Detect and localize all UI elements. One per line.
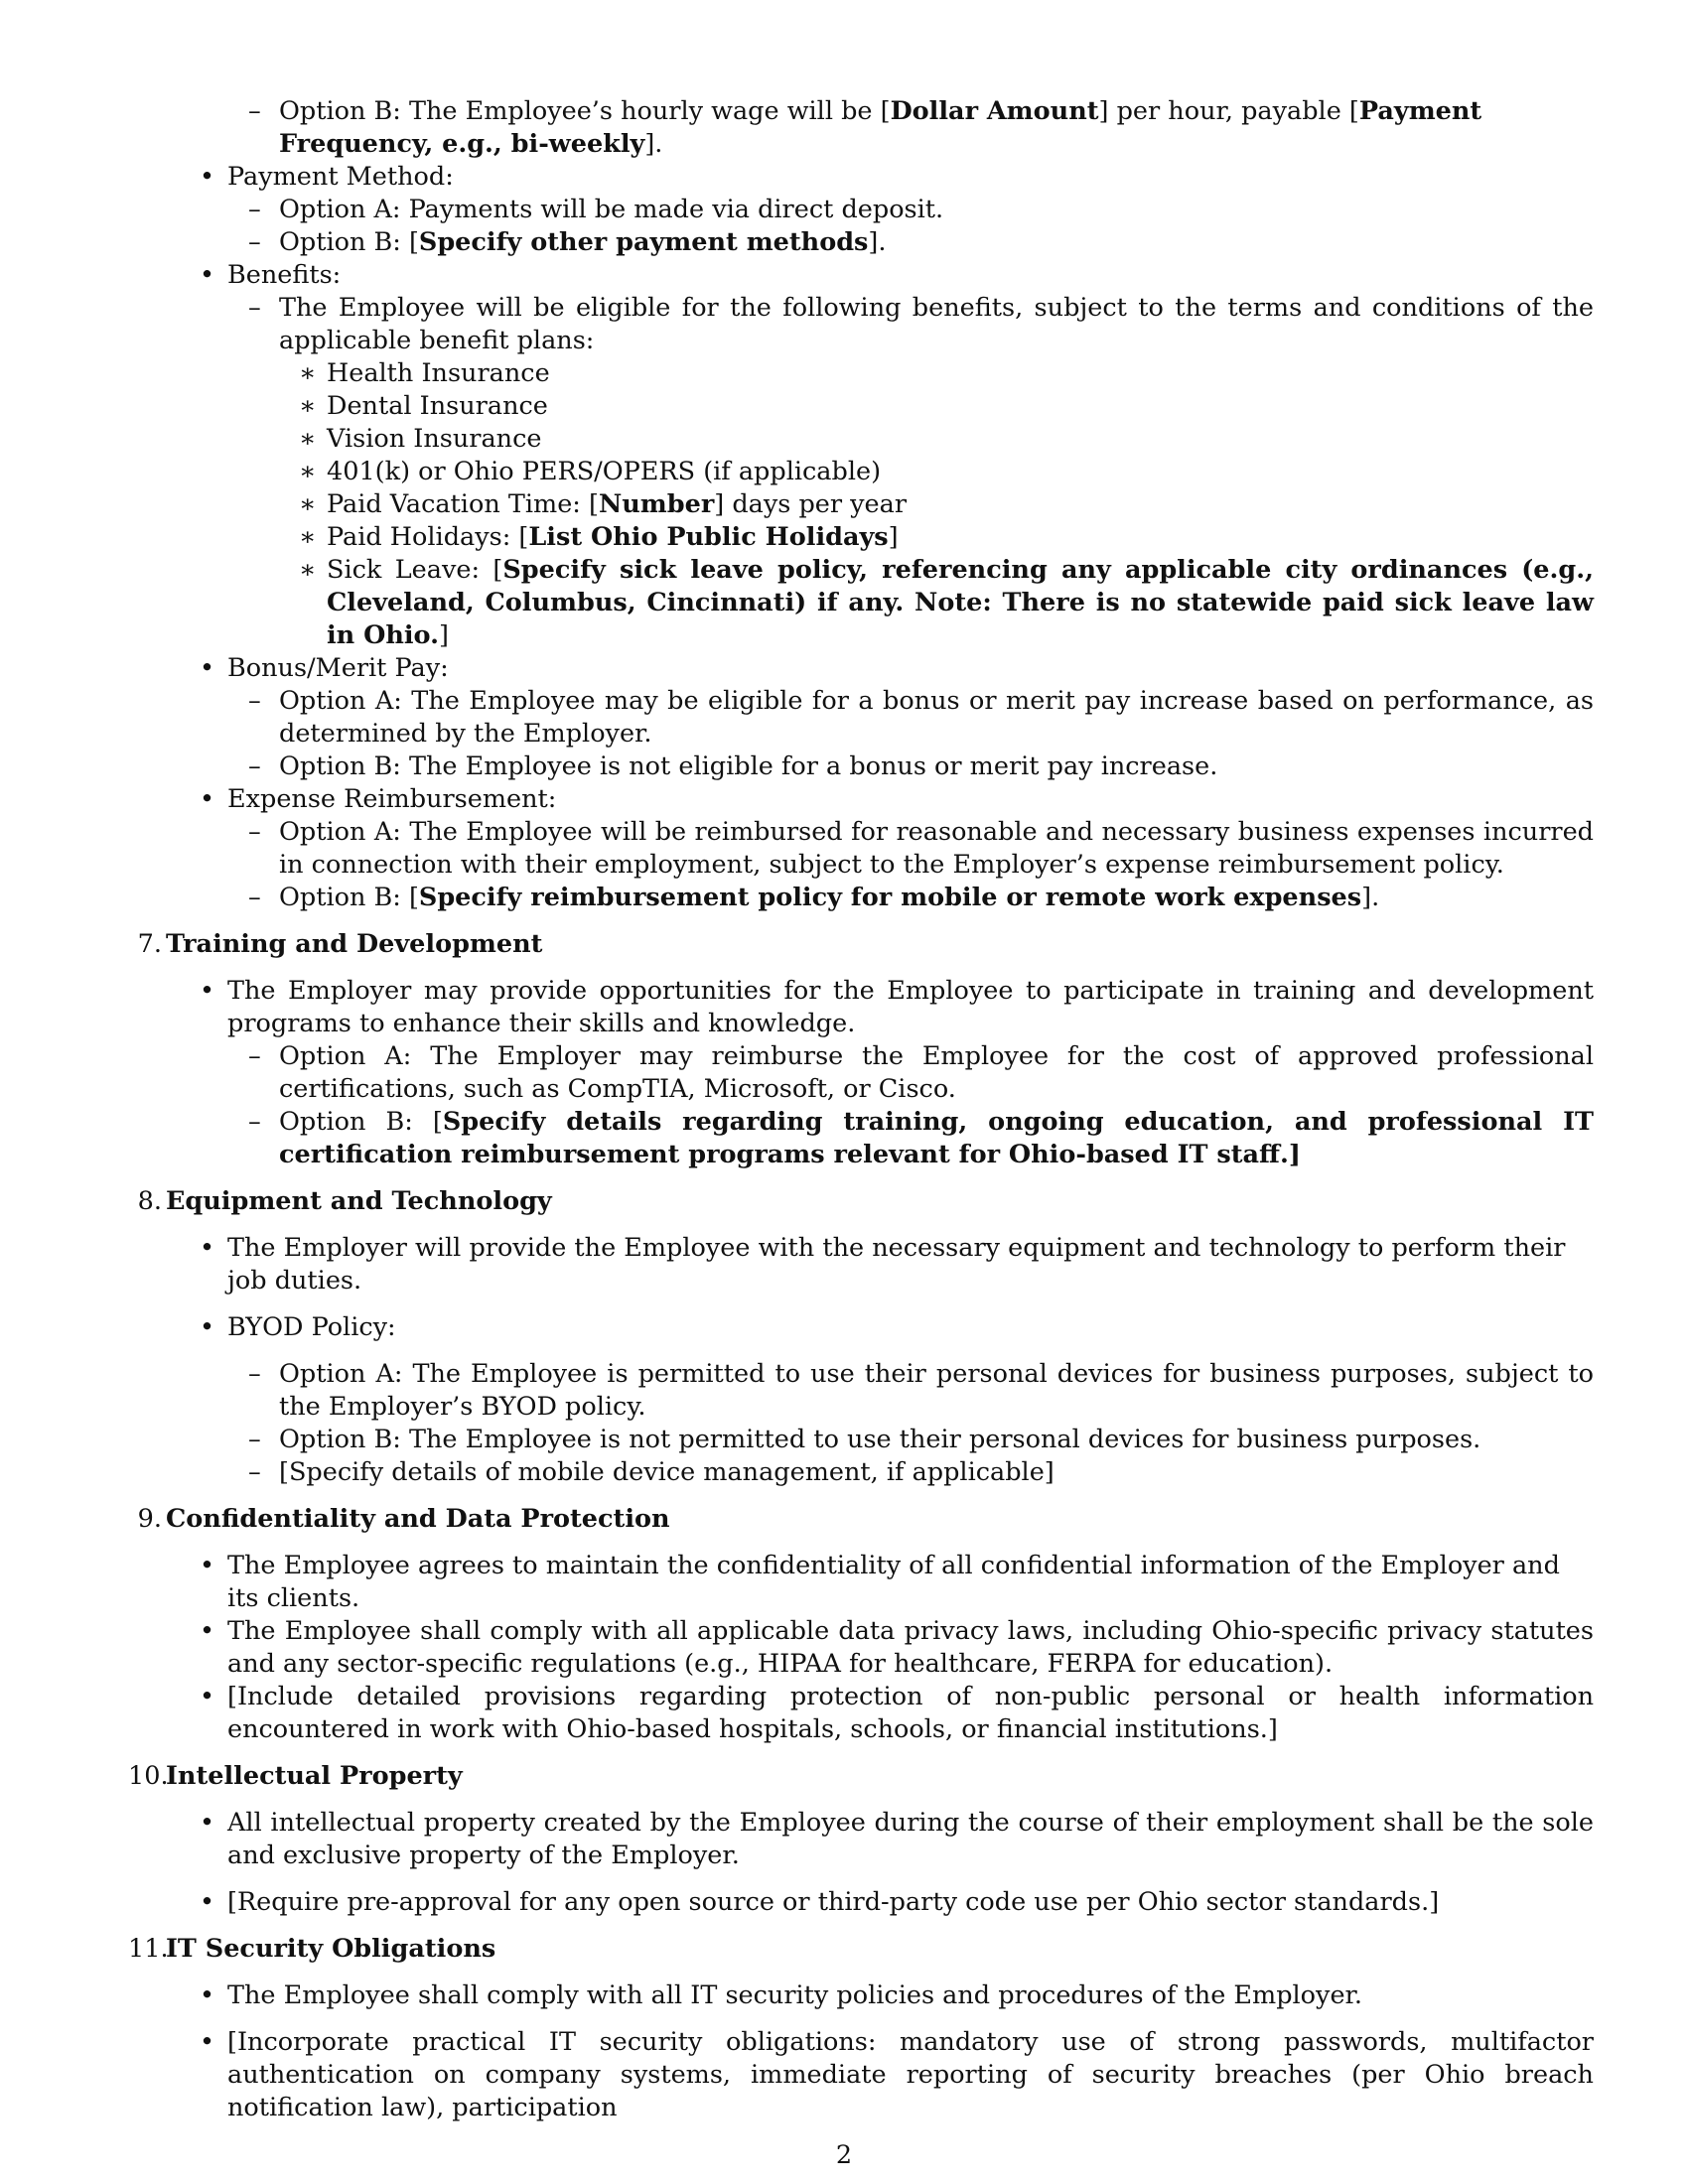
benefit-retirement: ∗ 401(k) or Ohio PERS/OPERS (if applicable) [299, 457, 882, 486]
benefit-sick-leave: ∗ Sick Leave: [Specify sick leave policy, referencing any applicable city ordinances (e.g., Cleveland, Columbus, Cincinnati) if any. Note: There is no statewide paid sick leave law in Ohio.] [299, 555, 1594, 650]
confidentiality-bullet-2: • The Employee shall comply with all applicable data privacy laws, including Ohio-specific privacy statutes and any sector-specific regulations (e.g., HIPAA for healthcare, FERPA for education). [200, 1616, 1594, 1679]
equipment-bullet: • The Employer will provide the Employee with the necessary equipment and technology to perform their job duties. [200, 1233, 1566, 1296]
section-heading-training: 7. Training and Development [137, 929, 543, 959]
benefit-dental: ∗ Dental Insurance [299, 391, 548, 421]
byod-option-b: – Option B: The Employee is not permitted to use their personal devices for business purposes. [248, 1425, 1481, 1454]
benefit-holidays: ∗ Paid Holidays: [List Ohio Public Holidays] [299, 522, 899, 552]
payment-method-item: • Payment Method: [200, 162, 454, 192]
confidentiality-bullet-1: • The Employee agrees to maintain the confidentiality of all confidential information of the Employer and its clients. [200, 1551, 1560, 1613]
byod-option-mdm: – [Specify details of mobile device management, if applicable] [248, 1457, 1055, 1487]
training-option-b: – Option B: [Specify details regarding training, ongoing education, and professional IT certification reimbursement programs relevant for Ohio-based IT staff.] [248, 1107, 1594, 1169]
bonus-item: • Bonus/Merit Pay: [200, 653, 449, 683]
benefits-intro: – The Employee will be eligible for the following benefits, subject to the terms and conditions of the applicable benefit plans: [248, 293, 1594, 355]
payment-option-a: – Option A: Payments will be made via direct deposit. [248, 195, 944, 224]
compensation-option-b: – Option B: The Employee’s hourly wage will be [Dollar Amount] per hour, payable [Payment Frequency, e.g., bi-weekly]. [248, 96, 1482, 159]
section-heading-equipment: 8. Equipment and Technology [137, 1186, 552, 1216]
section-heading-confidentiality: 9. Confidentiality and Data Protection [137, 1504, 670, 1534]
benefit-vacation: ∗ Paid Vacation Time: [Number] days per year [299, 489, 908, 519]
ip-bullet-2: • [Require pre-approval for any open source or third-party code use per Ohio sector standards.] [200, 1887, 1440, 1917]
security-bullet-2: • [Incorporate practical IT security obligations: mandatory use of strong passwords, multifactor authentication on company systems, immediate reporting of security breaches (per Ohio breach notification law), participation [200, 2027, 1594, 2122]
training-bullet: • The Employer may provide opportunities for the Employee to participate in training and development programs to enhance their skills and knowledge. [200, 976, 1594, 1038]
ip-bullet-1: • All intellectual property created by the Employee during the course of their employment shall be the sole and exclusive property of the Employer. [200, 1808, 1594, 1870]
page-number: 2 [835, 2140, 853, 2170]
document-page [128, 95, 1594, 2124]
expense-item: • Expense Reimbursement: [200, 784, 557, 814]
bullet-marker: • [200, 162, 215, 192]
confidentiality-bullet-3: • [Include detailed provisions regarding protection of non-public personal or health information encountered in work with Ohio-based hospitals, schools, or financial institutions.] [200, 1682, 1594, 1744]
byod-bullet: • BYOD Policy: [200, 1312, 396, 1342]
benefit-vision: ∗ Vision Insurance [299, 424, 542, 454]
section-heading-it-security: 11. IT Security Obligations [128, 1934, 496, 1964]
benefit-health: ∗ Health Insurance [299, 358, 550, 388]
section-heading-ip: 10. Intellectual Property [128, 1761, 463, 1791]
byod-option-a: – Option A: The Employee is permitted to use their personal devices for business purposes, subject to the Employer’s BYOD policy. [248, 1359, 1594, 1422]
expense-option-a: – Option A: The Employee will be reimbursed for reasonable and necessary business expenses incurred in connection with their employment, subject to the Employer’s expense reimbursement policy. [248, 817, 1594, 880]
training-option-a: – Option A: The Employer may reimburse the Employee for the cost of approved professional certifications, such as CompTIA, Microsoft, or Cisco. [248, 1041, 1594, 1104]
security-bullet-1: • The Employee shall comply with all IT security policies and procedures of the Employer. [200, 1980, 1363, 2010]
payment-option-b: – Option B: [Specify other payment methods]. [248, 227, 887, 257]
benefits-item: • Benefits: [200, 260, 342, 290]
bonus-option-b: – Option B: The Employee is not eligible for a bonus or merit pay increase. [248, 751, 1218, 781]
expense-option-b: – Option B: [Specify reimbursement policy for mobile or remote work expenses]. [248, 883, 1380, 912]
asterisk-marker: ∗ [299, 358, 317, 388]
bonus-option-a: – Option A: The Employee may be eligible for a bonus or merit pay increase based on performance, as determined by the Employer. [248, 686, 1594, 749]
dash-marker: – [248, 96, 261, 126]
